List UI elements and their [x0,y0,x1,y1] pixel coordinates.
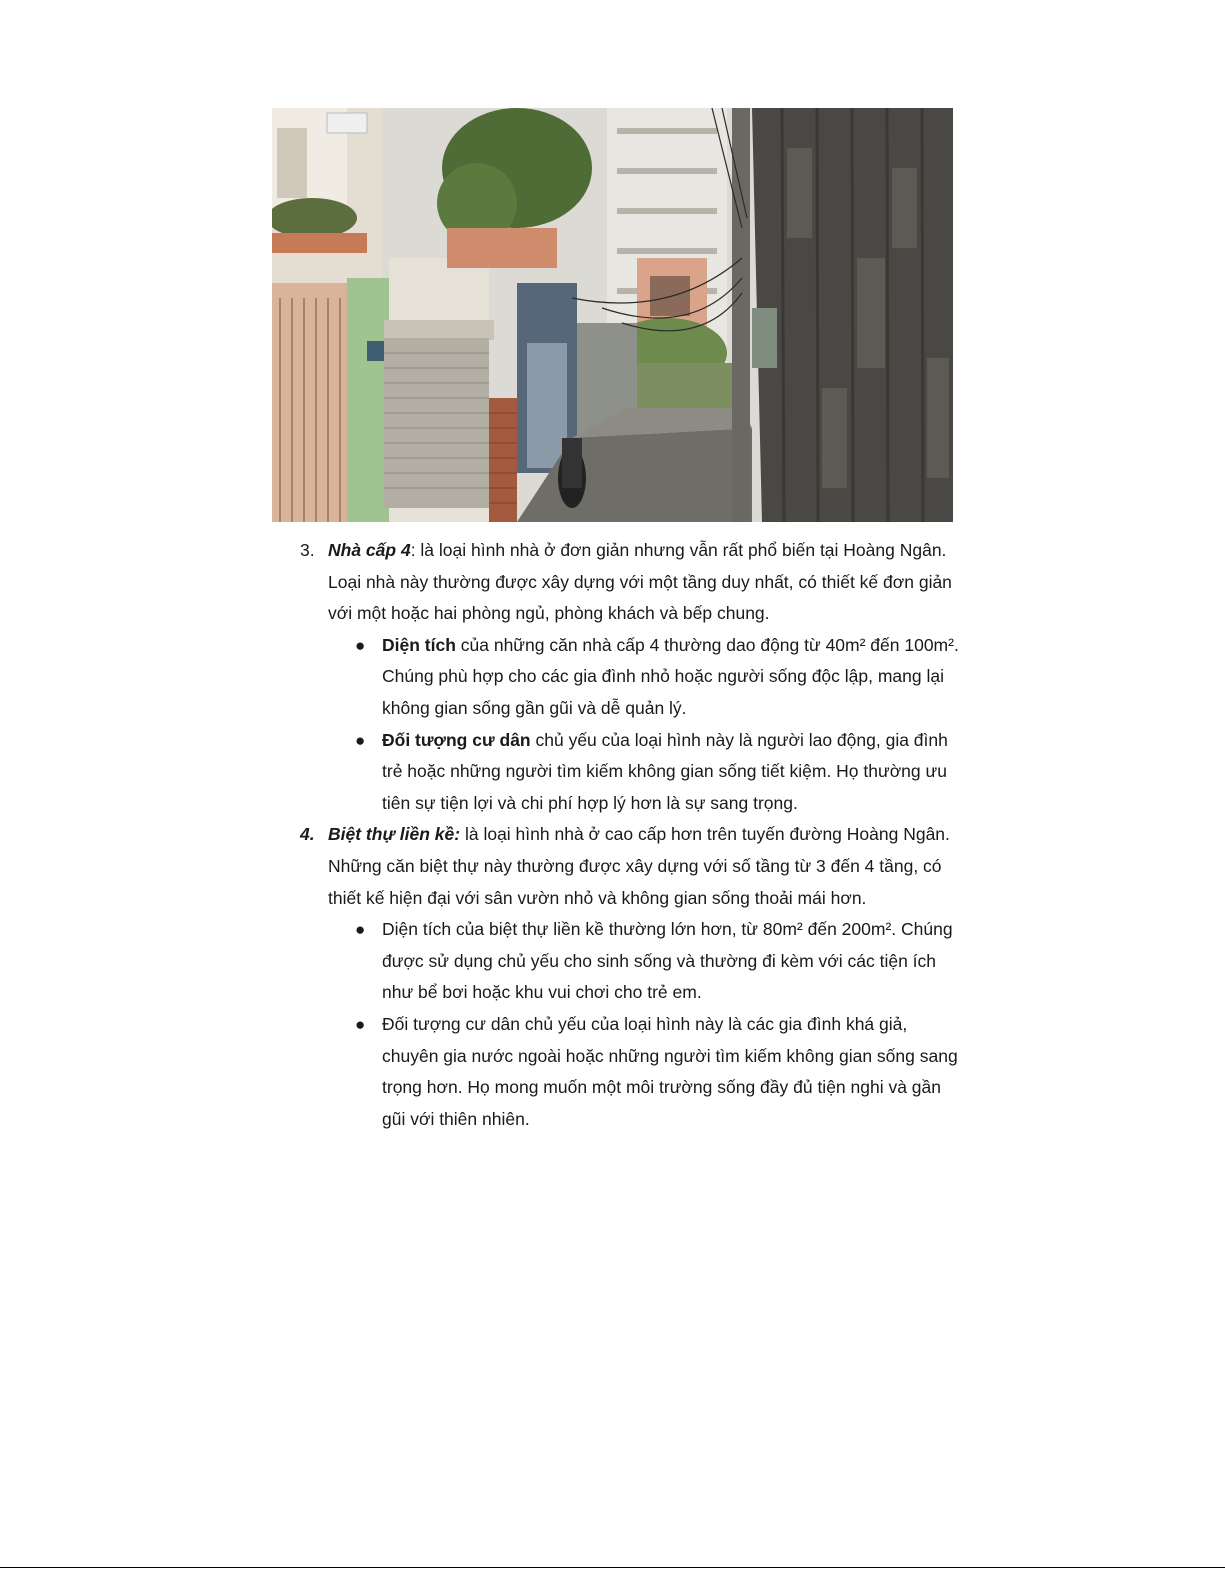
section-intro: là loại hình nhà ở cao cấp hơn trên tuyến đường Hoàng Ngân. Những căn biệt thự này thường được xây dựng với số tầng từ 3 đến 4 tầng, có thiết kế hiện đại với sân vườn nhỏ và không gian sống thoải mái hơn. [328,824,950,908]
section-number: 4. [300,824,315,845]
bullet-lead: Diện tích [382,634,456,655]
bullet-text: Diện tích của biệt thự liền kề thường lớn hơn, từ 80m² đến 200m². Chúng được sử dụng chủ yếu cho sinh sống và thường đi kèm với các tiện ích như bể bơi hoặc khu vui chơi cho trẻ em. [382,919,953,1003]
bullet-text: chủ yếu của loại hình này là người lao động, gia đình trẻ hoặc những người tìm kiếm không gian sống tiết kiệm. Họ thường ưu tiên sự tiện lợi và chi phí hợp lý hơn là sự sang trọng. [382,729,948,813]
list-item [355,725,960,820]
bullet-icon: ● [355,1014,366,1034]
section-biet-thu-lien-ke [300,819,960,914]
section-nha-cap-4 [300,535,960,630]
list-item [355,1009,960,1135]
document-body [300,535,960,1135]
section-title: Nhà cấp 4 [328,540,411,560]
section-number: 3. [300,540,315,560]
section-title: Biệt thự liền kề: [328,824,461,845]
page-bottom-rule [0,1567,1225,1568]
bullet-text: của những căn nhà cấp 4 thường dao động từ 40m² đến 100m². Chúng phù hợp cho các gia đình nhỏ hoặc người sống độc lập, mang lại không gian sống gần gũi và dễ quản lý. [382,634,959,718]
bullet-icon: ● [355,920,366,940]
bullet-text: Đối tượng cư dân chủ yếu của loại hình này là các gia đình khá giả, chuyên gia nước ngoài hoặc những người tìm kiếm không gian sống sang trọng hơn. Họ mong muốn một môi trường sống đầy đủ tiện nghi và gần gũi với thiên nhiên. [382,1013,958,1129]
list-item [355,630,960,725]
bullet-lead: Đối tượng cư dân [382,729,531,750]
street-alley-photo [272,108,953,522]
list-item [355,914,960,1009]
bullet-icon: ● [355,635,366,655]
section-intro: : là loại hình nhà ở đơn giản nhưng vẫn rất phổ biến tại Hoàng Ngân. Loại nhà này thường được xây dựng với một tầng duy nhất, có thiết kế đơn giản với một hoặc hai phòng ngủ, phòng khách và bếp chung. [328,540,952,624]
bullet-icon: ● [355,730,366,750]
